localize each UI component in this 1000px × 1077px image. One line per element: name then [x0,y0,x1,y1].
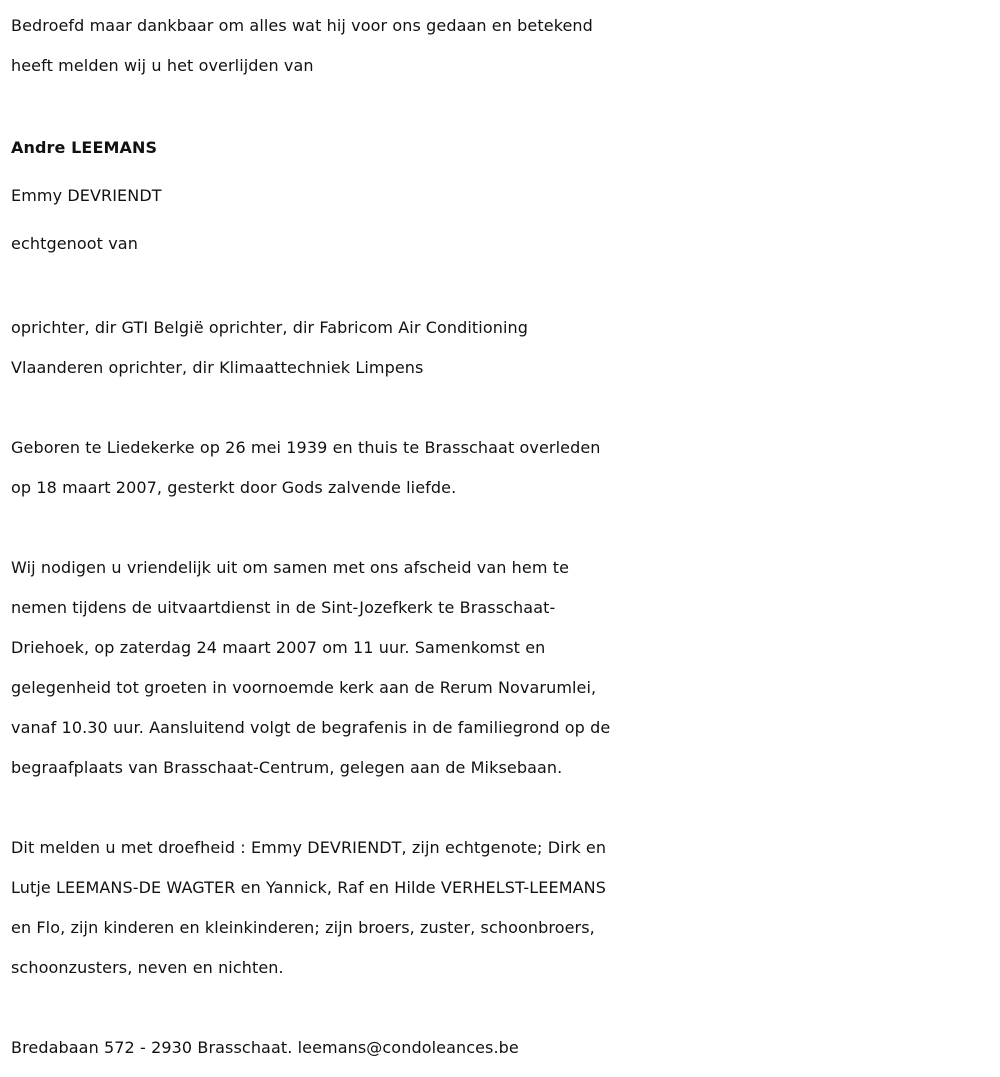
birth-death-line: op 18 maart 2007, gesterkt door Gods zalvende liefde. [11,478,457,497]
family-line: en Flo, zijn kinderen en kleinkinderen; zijn broers, zuster, schoonbroers, [11,918,595,937]
intro-paragraph [11,6,1000,86]
ceremony-line: nemen tijdens de uitvaartdienst in de Sint-Jozefkerk te Brasschaat- [11,598,556,617]
contact-line: Bredabaan 572 - 2930 Brasschaat. leemans@condoleances.be [11,1038,519,1057]
family-line: Lutje LEEMANS-DE WAGTER en Yannick, Raf en Hilde VERHELST-LEEMANS [11,878,606,897]
relation-label: echtgenoot van [11,234,138,253]
ceremony-line: Driehoek, op zaterdag 24 maart 2007 om 11 uur. Samenkomst en [11,638,546,657]
functions-line: oprichter, dir GTI België oprichter, dir Fabricom Air Conditioning [11,318,529,337]
ceremony-line: begraafplaats van Brasschaat-Centrum, gelegen aan de Miksebaan. [11,758,563,777]
ceremony-line: vanaf 10.30 uur. Aansluitend volgt de begrafenis in de familiegrond op de [11,718,611,737]
functions-paragraph [11,308,1000,388]
contact-paragraph [11,1028,1000,1068]
deceased-name: Andre LEEMANS [11,138,158,157]
functions-line: Vlaanderen oprichter, dir Klimaattechniek Limpens [11,358,424,377]
birth-death-line: Geboren te Liedekerke op 26 mei 1939 en thuis te Brasschaat overleden [11,438,601,457]
birth-death-paragraph [11,428,1000,508]
spouse-name: Emmy DEVRIENDT [11,186,162,205]
ceremony-line: gelegenheid tot groeten in voornoemde kerk aan de Rerum Novarumlei, [11,678,597,697]
family-paragraph [11,828,1000,988]
family-line: schoonzusters, neven en nichten. [11,958,284,977]
ceremony-paragraph [11,548,1000,788]
ceremony-line: Wij nodigen u vriendelijk uit om samen met ons afscheid van hem te [11,558,570,577]
family-line: Dit melden u met droefheid : Emmy DEVRIENDT, zijn echtgenote; Dirk en [11,838,607,857]
intro-line: heeft melden wij u het overlijden van [11,56,314,75]
intro-line: Bedroefd maar dankbaar om alles wat hij voor ons gedaan en betekend [11,16,593,35]
